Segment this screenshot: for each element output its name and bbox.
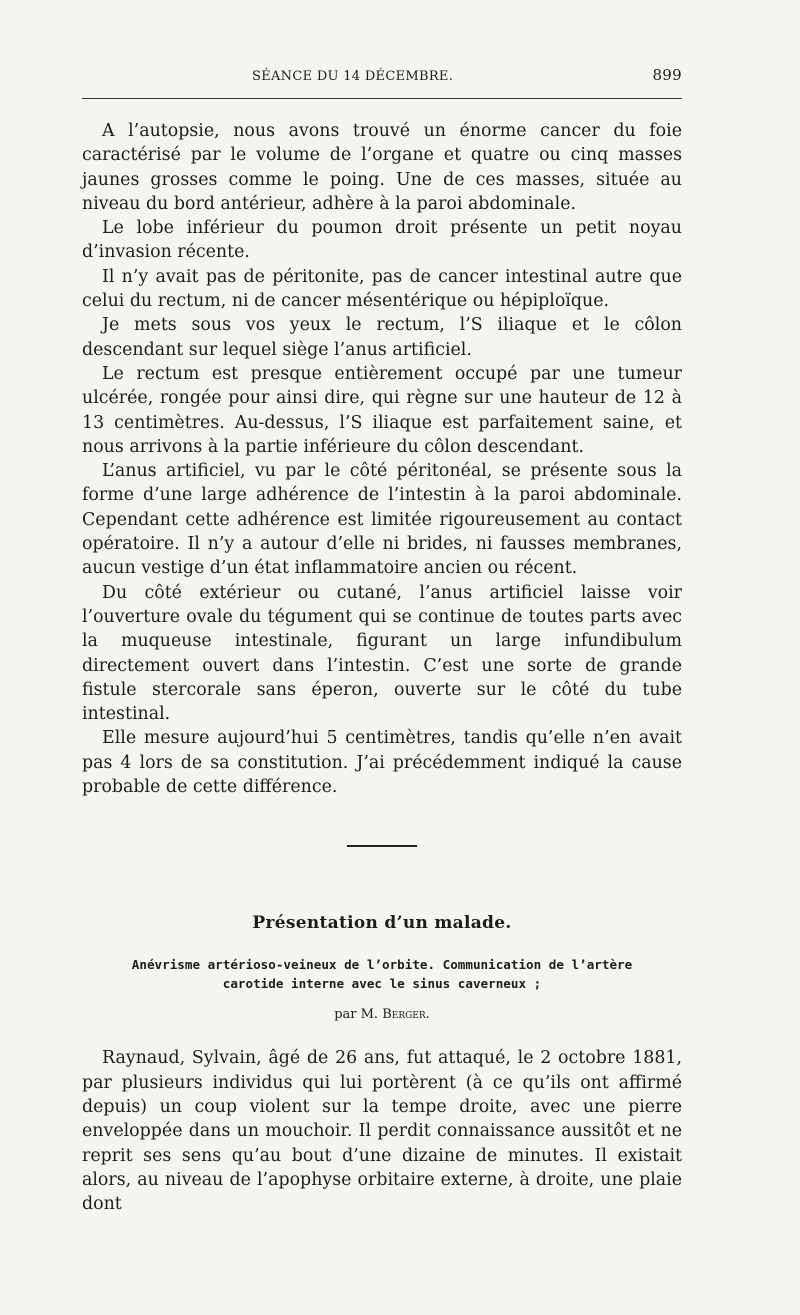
header-rule xyxy=(82,98,682,99)
author-name: Berger. xyxy=(382,1007,430,1023)
subtitle-line: carotide interne avec le sinus caverneux ; xyxy=(222,976,542,992)
page-number: 899 xyxy=(652,66,682,84)
paragraph: Je mets sous vos yeux le rectum, l’S iliaque et le côlon descendant sur lequel siège l’anus artificiel. xyxy=(82,315,682,360)
case-text xyxy=(82,1046,682,1216)
paragraph: Raynaud, Sylvain, âgé de 26 ans, fut attaqué, le 2 octobre 1881, par plusieurs individus qui lui portèrent (à ce qu’ils ont affirmé depuis) un coup violent sur la tempe droite, avec une pierre enveloppée dans un mouchoir. Il perdit connaissance aussitôt et ne reprit ses sens qu’au bout d’une dizaine de minutes. Il existait alors, au niveau de l’apophyse orbitaire externe, à droite, une plaie dont xyxy=(82,1048,682,1215)
author-line xyxy=(82,1007,682,1022)
paragraph: A l’autopsie, nous avons trouvé un énorme cancer du foie caractérisé par le volume de l’organe et quatre ou cinq masses jaunes grosses comme le poing. Une de ces masses, située au niveau du bord antérieur, adhère à la paroi abdominale. xyxy=(82,121,682,214)
section-separator xyxy=(347,845,417,847)
paragraph: L’anus artificiel, vu par le côté péritonéal, se présente sous la forme d’une large adhérence de l’intestin à la paroi abdominale. Cependant cette adhérence est limitée rigoureusement au contact opératoire. Il n’y a autour d’elle ni brides, ni fausses membranes, aucun vestige d’un état inflammatoire ancien ou récent. xyxy=(82,461,682,579)
paragraph: Il n’y avait pas de péritonite, pas de cancer intestinal autre que celui du rectum, ni de cancer mésentérique ou hépiploïque. xyxy=(82,266,682,312)
header-title: SÉANCE DU 14 DÉCEMBRE. xyxy=(252,69,454,84)
author-prefix: par M. xyxy=(334,1007,379,1023)
subtitle-line: Anévrisme artérioso-veineux de l’orbite. Communication de l’artère xyxy=(131,957,633,973)
paragraph: Elle mesure aujourd’hui 5 centimètres, tandis qu’elle n’en avait pas 4 lors de sa constitution. J’ai précédemment indiqué la cause probable de cette différence. xyxy=(82,728,682,798)
paragraph: Le lobe inférieur du poumon droit présente un petit noyau d’invasion récente. xyxy=(82,218,682,263)
paragraph: Le rectum est presque entièrement occupé par une tumeur ulcérée, rongée pour ainsi dire, qui règne sur une hauteur de 12 à 13 centimètres. Au-dessus, l’S iliaque est parfaitement saine, et nous arrivons à la partie inférieure du côlon descendant. xyxy=(82,363,682,457)
document-page xyxy=(82,60,682,1216)
section-subtitle xyxy=(82,955,682,993)
section-title: Présentation d’un malade. xyxy=(252,913,512,934)
paragraph: Du côté extérieur ou cutané, l’anus artificiel laisse voir l’ouverture ovale du tégument qui se continue de toutes parts avec la muqueuse intestinale, figurant un large infundibulum directement ouvert dans l’intestin. C’est une sorte de grande fistule stercorale sans éperon, ouverte sur le côté du tube intestinal. xyxy=(82,582,682,725)
main-text xyxy=(82,119,682,799)
running-header xyxy=(82,60,682,88)
